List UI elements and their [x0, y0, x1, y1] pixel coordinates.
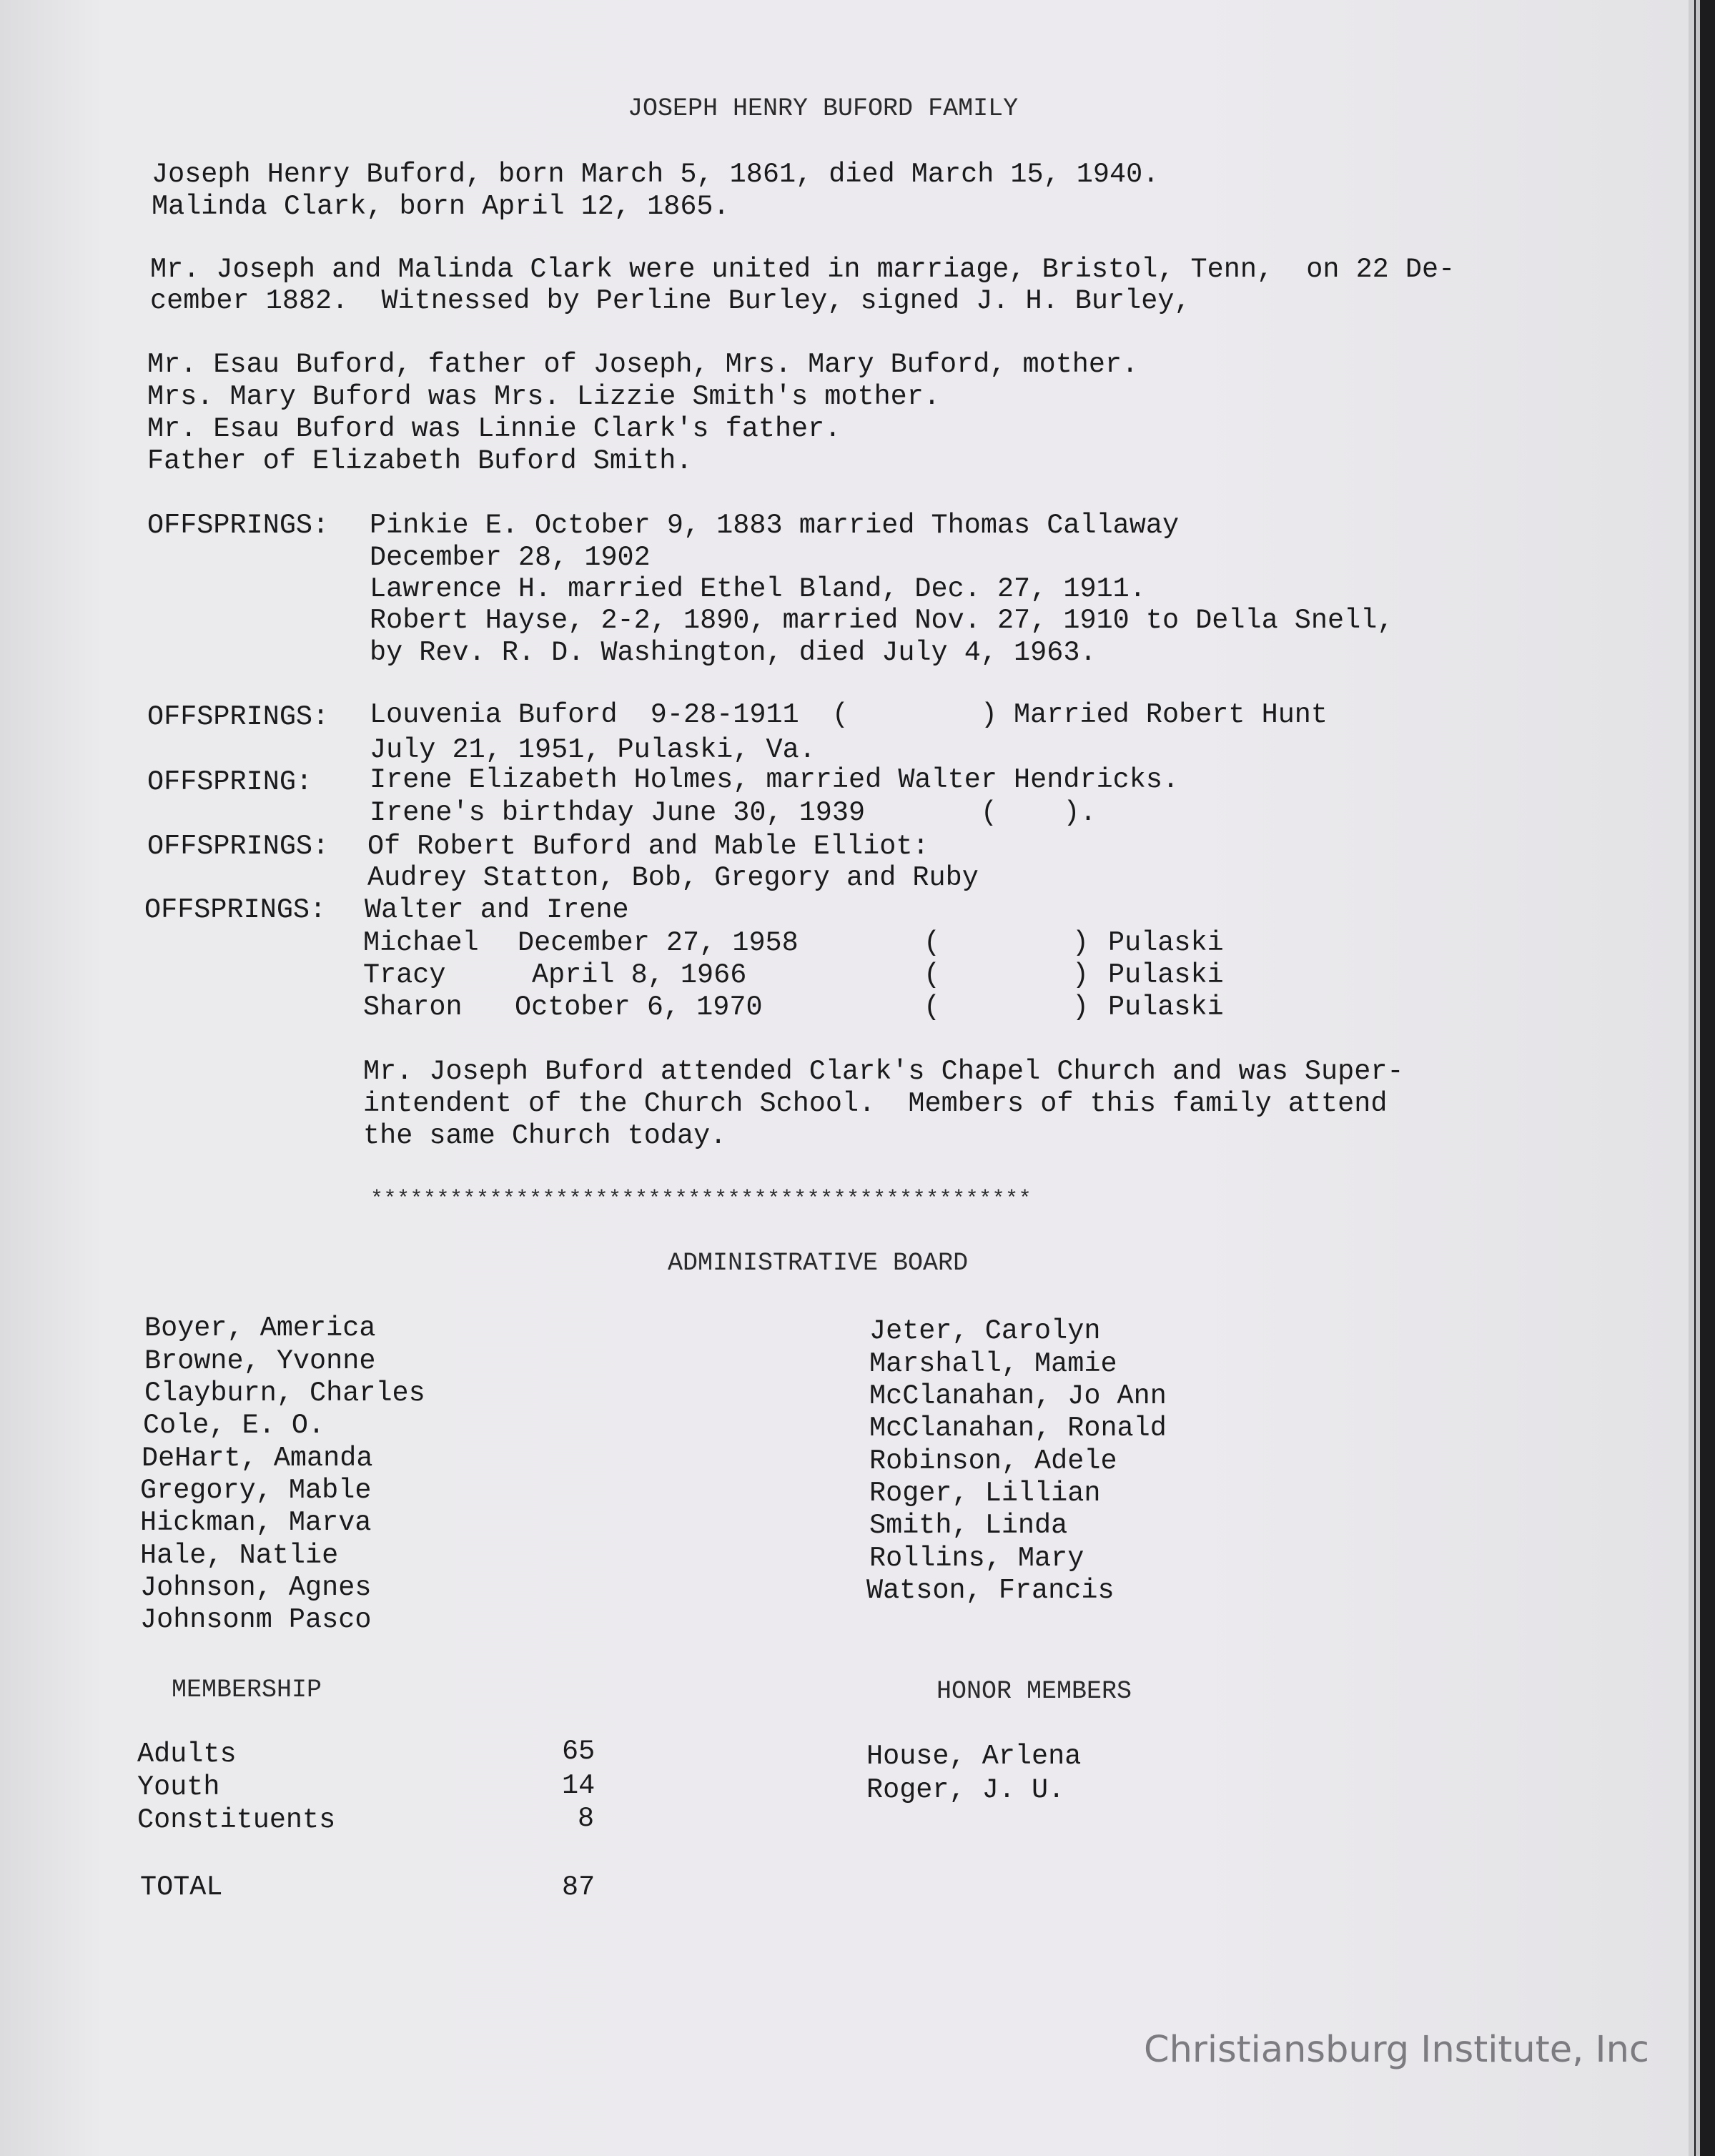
board-member: Watson, Francis: [866, 1575, 1114, 1606]
offspring-line: Irene Elizabeth Holmes, married Walter Hendricks.: [370, 764, 1180, 796]
offspring-line: Lawrence H. married Ethel Bland, Dec. 27, 1911.: [370, 573, 1146, 605]
membership-value: 65: [562, 1736, 595, 1767]
offspring-label: OFFSPRINGS:: [147, 510, 330, 541]
board-member: Roger, Lillian: [869, 1478, 1101, 1509]
offspring-line: by Rev. R. D. Washington, died July 4, 1963.: [370, 637, 1097, 668]
parents-line: Father of Elizabeth Buford Smith.: [147, 445, 693, 477]
grandchild-place: Pulaski: [1108, 959, 1224, 991]
board-member: Marshall, Mamie: [869, 1348, 1117, 1380]
board-member: Johnson, Agnes: [140, 1572, 372, 1603]
offspring-line: December 28, 1902: [370, 542, 651, 573]
parents-line: Mrs. Mary Buford was Mrs. Lizzie Smith's mother.: [147, 381, 940, 412]
board-heading: ADMINISTRATIVE BOARD: [668, 1249, 969, 1277]
board-member: Clayburn, Charles: [144, 1378, 425, 1409]
board-member: Hickman, Marva: [140, 1507, 372, 1538]
membership-heading: MEMBERSHIP: [172, 1676, 322, 1704]
membership-total-label: TOTAL: [140, 1871, 223, 1903]
board-member: Cole, E. O.: [143, 1410, 325, 1441]
board-member: McClanahan, Jo Ann: [869, 1380, 1167, 1412]
board-member: Gregory, Mable: [140, 1475, 372, 1506]
church-note-line: Mr. Joseph Buford attended Clark's Chapel Church and was Super-: [363, 1056, 1404, 1087]
intro-line: Malinda Clark, born April 12, 1865.: [152, 191, 730, 222]
membership-total-value: 87: [562, 1871, 595, 1903]
membership-label: Youth: [137, 1771, 220, 1803]
grandchild-paren: ( ): [924, 927, 1089, 959]
grandchild-place: Pulaski: [1108, 992, 1224, 1023]
page-edge: [1689, 0, 1694, 2156]
membership-label: Adults: [137, 1739, 237, 1770]
board-member: Jeter, Carolyn: [869, 1315, 1101, 1347]
intro-line: Joseph Henry Buford, born March 5, 1861, died March 15, 1940.: [152, 159, 1160, 190]
grandchild-name: Tracy: [363, 959, 446, 991]
offspring-label: OFFSPRINGS:: [147, 831, 330, 862]
page-title: JOSEPH HENRY BUFORD FAMILY: [628, 94, 1019, 123]
offspring-label: OFFSPRINGS:: [144, 894, 327, 926]
offspring-line: Robert Hayse, 2-2, 1890, married Nov. 27, 1910 to Della Snell,: [370, 605, 1394, 636]
grandchild-paren: ( ): [924, 992, 1089, 1023]
offspring-line: Walter and Irene: [365, 894, 629, 926]
board-member: Robinson, Adele: [869, 1445, 1117, 1477]
honor-heading: HONOR MEMBERS: [936, 1677, 1132, 1706]
membership-value: 14: [562, 1770, 595, 1801]
offspring-line: Audrey Statton, Bob, Gregory and Ruby: [367, 862, 979, 894]
church-note-line: intendent of the Church School. Members of this family attend: [363, 1088, 1388, 1119]
watermark: Christiansburg Institute, Inc: [1144, 2029, 1649, 2071]
grandchild-place: Pulaski: [1108, 927, 1224, 959]
church-note-line: the same Church today.: [363, 1120, 727, 1152]
honor-member: House, Arlena: [866, 1741, 1082, 1772]
grandchild-paren: ( ): [924, 959, 1089, 991]
marriage-line: cember 1882. Witnessed by Perline Burley, signed J. H. Burley,: [150, 285, 1191, 317]
membership-label: Constituents: [137, 1804, 336, 1836]
offspring-line: Irene's birthday June 30, 1939 ( ).: [370, 797, 1097, 829]
separator: **************************************************: [370, 1187, 1032, 1212]
offspring-line: Of Robert Buford and Mable Elliot:: [367, 831, 929, 862]
grandchild-date: October 6, 1970: [515, 992, 763, 1023]
board-member: Browne, Yvonne: [144, 1345, 376, 1377]
marriage-line: Mr. Joseph and Malinda Clark were united in marriage, Bristol, Tenn, on 22 De-: [150, 254, 1455, 285]
board-member: Johnsonm Pasco: [140, 1604, 372, 1636]
board-member: DeHart, Amanda: [142, 1443, 373, 1474]
membership-value: 8: [578, 1803, 595, 1834]
parents-line: Mr. Esau Buford was Linnie Clark's father.: [147, 413, 841, 445]
offspring-line: Louvenia Buford 9-28-1911 ( ) Married Robert Hunt: [370, 699, 1328, 731]
parents-line: Mr. Esau Buford, father of Joseph, Mrs. Mary Buford, mother.: [147, 349, 1139, 380]
offspring-line: July 21, 1951, Pulaski, Va.: [370, 734, 816, 766]
offspring-line: Pinkie E. October 9, 1883 married Thomas Callaway: [370, 510, 1180, 541]
board-member: McClanahan, Ronald: [869, 1413, 1167, 1444]
page-edge: [1696, 0, 1700, 2156]
offspring-label: OFFSPRING:: [147, 766, 313, 798]
grandchild-name: Sharon: [363, 992, 463, 1023]
grandchild-name: Michael: [363, 927, 479, 959]
offspring-label: OFFSPRINGS:: [147, 701, 330, 733]
board-member: Hale, Natlie: [140, 1540, 339, 1571]
board-member: Smith, Linda: [869, 1510, 1068, 1541]
board-member: Boyer, America: [144, 1312, 376, 1344]
board-member: Rollins, Mary: [869, 1543, 1084, 1574]
honor-member: Roger, J. U.: [866, 1774, 1065, 1806]
grandchild-date: December 27, 1958: [518, 927, 799, 959]
grandchild-date: April 8, 1966: [532, 959, 747, 991]
